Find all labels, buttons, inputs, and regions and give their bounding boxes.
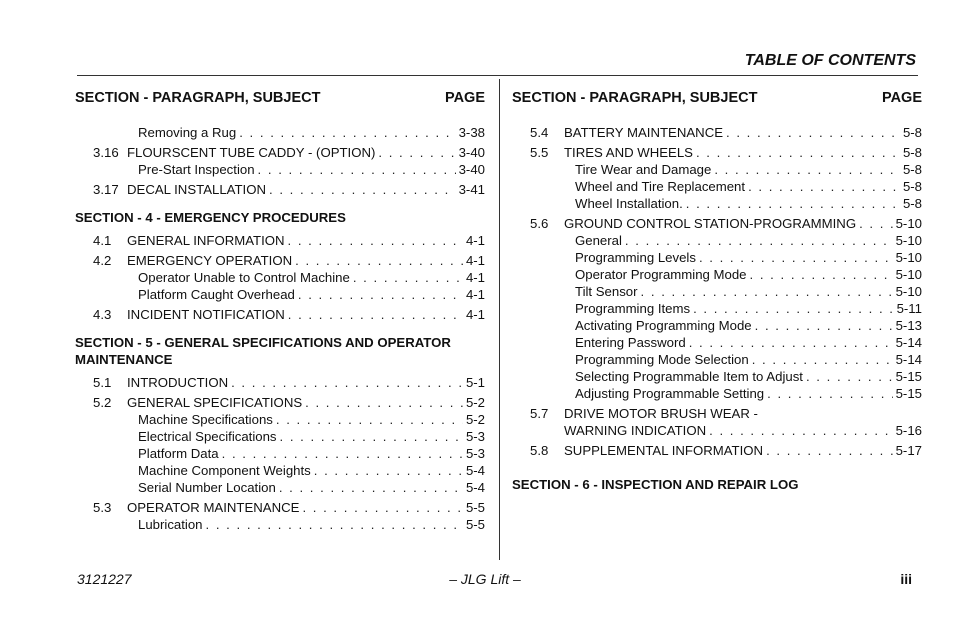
dot-leader [714, 161, 900, 178]
toc-entry-page: 5-2 [465, 412, 485, 427]
toc-subentry [75, 161, 485, 178]
dot-leader [693, 300, 894, 317]
toc-entry-number: 5.8 [530, 443, 549, 458]
toc-entry-title: Programming Levels [575, 250, 696, 265]
dot-leader [709, 422, 892, 439]
toc-entry-page: 5-14 [895, 352, 922, 367]
toc-entry-title: SUPPLEMENTAL INFORMATION [564, 443, 764, 458]
section-heading-line: SECTION - 5 - GENERAL SPECIFICATIONS AND OPERATOR [75, 335, 451, 350]
column-header [512, 90, 922, 110]
dot-leader [625, 232, 893, 249]
toc-entry-page: 5-3 [465, 446, 485, 461]
toc-entry-title: Adjusting Programmable Setting [575, 386, 765, 401]
dot-leader [305, 394, 463, 411]
toc-entry-title: TIRES AND WHEELS [564, 145, 693, 160]
dot-leader [314, 462, 463, 479]
toc-entry-page: 5-8 [902, 145, 922, 160]
toc-subentry [75, 428, 485, 445]
dot-leader [696, 144, 900, 161]
column-header-page: PAGE [444, 90, 485, 106]
toc-entry-title: INCIDENT NOTIFICATION [127, 307, 285, 322]
toc-entry-title: Wheel Installation. [575, 196, 683, 211]
toc-section-entry [75, 232, 485, 249]
dot-leader [752, 351, 893, 368]
toc-entry-title: BATTERY MAINTENANCE [564, 125, 724, 140]
toc-subentry [75, 269, 485, 286]
toc-entry-page: 5-1 [465, 375, 485, 390]
toc-subentry [75, 462, 485, 479]
toc-entry-title: FLOURSCENT TUBE CADDY - (OPTION) [127, 145, 376, 160]
toc-entry-page: 5-10 [895, 284, 922, 299]
toc-entry-page: 5-5 [465, 500, 485, 515]
dot-leader [755, 317, 893, 334]
dot-leader [269, 181, 456, 198]
toc-section-entry [75, 252, 485, 269]
toc-entry-title: WARNING INDICATION [564, 423, 707, 438]
toc-entry-page: 4-1 [465, 287, 485, 302]
toc-block [75, 232, 485, 323]
toc-entry-title: Tilt Sensor [575, 284, 638, 299]
toc-subentry [75, 124, 485, 141]
dot-leader [750, 266, 893, 283]
dot-leader [222, 445, 463, 462]
dot-leader [378, 144, 455, 161]
toc-entry-number: 4.3 [93, 307, 112, 322]
toc-entry-title: Operator Programming Mode [575, 267, 747, 282]
dot-leader [288, 232, 463, 249]
toc-entry-title: General [575, 233, 622, 248]
toc-entry-number: 5.2 [93, 395, 112, 410]
section-heading [75, 334, 485, 368]
toc-entry-page: 5-8 [902, 196, 922, 211]
toc-entry-title: DECAL INSTALLATION [127, 182, 266, 197]
toc-entry-page: 5-15 [895, 369, 922, 384]
toc-entry-number: 5.4 [530, 125, 549, 140]
column-header-subject: SECTION - PARAGRAPH, SUBJECT [75, 90, 321, 106]
toc-entry-page: 5-10 [895, 216, 922, 231]
footer-brand: – JLG Lift – [449, 571, 521, 587]
toc-entry-title: Lubrication [138, 517, 203, 532]
toc-entry-page: 5-4 [465, 463, 485, 478]
toc-entry-title: DRIVE MOTOR BRUSH WEAR - [564, 406, 758, 421]
toc-entry-number: 5.6 [530, 216, 549, 231]
toc-entry-title: Machine Component Weights [138, 463, 311, 478]
toc-entry-page: 5-13 [895, 318, 922, 333]
section-heading-line: MAINTENANCE [75, 352, 173, 367]
toc-entry-title: Electrical Specifications [138, 429, 277, 444]
dot-leader [288, 306, 463, 323]
toc-entry-title: Programming Mode Selection [575, 352, 749, 367]
toc-entry-title: Machine Specifications [138, 412, 273, 427]
toc-section-entry [512, 144, 922, 161]
toc-entry-number: 5.5 [530, 145, 549, 160]
dot-leader [280, 428, 463, 445]
toc-entry-title: EMERGENCY OPERATION [127, 253, 293, 268]
toc-subentry [512, 422, 922, 439]
dot-leader [767, 385, 892, 402]
toc-entry-number: 5.3 [93, 500, 112, 515]
toc-entry-page: 4-1 [465, 233, 485, 248]
toc-section-entry [75, 144, 485, 161]
toc-entry-page: 5-10 [895, 250, 922, 265]
toc-entry-page: 5-8 [902, 125, 922, 140]
toc-subentry [512, 283, 922, 300]
toc-block [512, 124, 922, 459]
toc-entry-title: Activating Programming Mode [575, 318, 752, 333]
toc-entry-page: 5-15 [895, 386, 922, 401]
toc-entry-title: GROUND CONTROL STATION-PROGRAMMING [564, 216, 857, 231]
toc-entry-title: Removing a Rug [138, 125, 237, 140]
toc-entry-number: 5.1 [93, 375, 112, 390]
toc-section-entry [512, 215, 922, 232]
dot-leader [298, 286, 463, 303]
toc-entry-number: 3.16 [93, 145, 119, 160]
dot-leader [258, 161, 456, 178]
column-header-page: PAGE [881, 90, 922, 106]
toc-entry-page: 4-1 [465, 307, 485, 322]
toc-subentry [512, 334, 922, 351]
toc-block [75, 124, 485, 198]
toc-entry-page: 5-10 [895, 267, 922, 282]
toc-subentry [512, 368, 922, 385]
toc-block [75, 374, 485, 533]
toc-entry-page: 5-10 [895, 233, 922, 248]
toc-entry-page: 5-5 [465, 517, 485, 532]
toc-subentry [512, 266, 922, 283]
dot-leader [766, 442, 893, 459]
header-rule [77, 75, 918, 76]
dot-leader [239, 124, 455, 141]
dot-leader [206, 516, 463, 533]
toc-left-column [75, 90, 485, 533]
toc-section-entry [75, 374, 485, 391]
toc-entry-title: Pre-Start Inspection [138, 162, 255, 177]
toc-entry-title: Serial Number Location [138, 480, 276, 495]
toc-section-entry [75, 181, 485, 198]
dot-leader [726, 124, 900, 141]
toc-entry-page: 3-40 [458, 145, 485, 160]
toc-entry-title: Programming Items [575, 301, 691, 316]
toc-entry-page: 5-11 [896, 301, 922, 316]
toc-subentry [512, 385, 922, 402]
toc-section-entry [512, 124, 922, 141]
dot-leader [689, 334, 893, 351]
toc-section-entry [75, 499, 485, 516]
toc-entry-title: Operator Unable to Control Machine [138, 270, 350, 285]
page-header-title: TABLE OF CONTENTS [744, 52, 916, 69]
toc-subentry [512, 317, 922, 334]
document-number: 3121227 [77, 571, 132, 587]
toc-subentry [512, 351, 922, 368]
dot-leader [748, 178, 900, 195]
toc-entry-title: OPERATOR MAINTENANCE [127, 500, 300, 515]
page-number: iii [900, 571, 912, 587]
toc-entry-page: 5-2 [465, 395, 485, 410]
section-heading: SECTION - 4 - EMERGENCY PROCEDURES [75, 210, 346, 225]
toc-entry-title: Selecting Programmable Item to Adjust [575, 369, 803, 384]
dot-leader [295, 252, 463, 269]
toc-entry-title: Platform Data [138, 446, 219, 461]
column-divider [499, 79, 500, 560]
toc-section-entry [512, 405, 922, 422]
toc-entry-page: 5-4 [465, 480, 485, 495]
toc-entry-page: 3-41 [458, 182, 485, 197]
toc-entry-title: Wheel and Tire Replacement [575, 179, 746, 194]
toc-subentry [512, 249, 922, 266]
toc-entry-number: 5.7 [530, 406, 549, 421]
toc-section-entry [75, 306, 485, 323]
dot-leader [806, 368, 893, 385]
toc-subentry [75, 479, 485, 496]
toc-subentry [75, 286, 485, 303]
toc-subentry [512, 232, 922, 249]
toc-subentry [75, 411, 485, 428]
toc-subentry [75, 445, 485, 462]
toc-entry-title: GENERAL INFORMATION [127, 233, 285, 248]
toc-subentry [75, 516, 485, 533]
toc-section-entry [512, 442, 922, 459]
dot-leader [276, 411, 463, 428]
toc-entry-page: 5-14 [895, 335, 922, 350]
toc-entry-title: Entering Password [575, 335, 686, 350]
dot-leader [686, 195, 900, 212]
toc-entry-page: 3-40 [458, 162, 485, 177]
dot-leader [279, 479, 463, 496]
toc-section-entry [75, 394, 485, 411]
column-header-subject: SECTION - PARAGRAPH, SUBJECT [512, 90, 758, 106]
dot-leader [302, 499, 463, 516]
toc-entry-page: 5-8 [902, 162, 922, 177]
dot-leader [859, 215, 893, 232]
toc-entry-number: 3.17 [93, 182, 119, 197]
toc-entry-title: GENERAL SPECIFICATIONS [127, 395, 303, 410]
toc-entry-page: 5-3 [465, 429, 485, 444]
toc-entry-number: 4.2 [93, 253, 112, 268]
column-header [75, 90, 485, 110]
toc-right-column [512, 90, 922, 499]
dot-leader [353, 269, 463, 286]
toc-entry-page: 4-1 [465, 253, 485, 268]
toc-entry-number: 4.1 [93, 233, 112, 248]
toc-entry-page: 5-17 [895, 443, 922, 458]
dot-leader [231, 374, 463, 391]
toc-entry-title: Platform Caught Overhead [138, 287, 295, 302]
toc-entry-page: 5-8 [902, 179, 922, 194]
dot-leader [641, 283, 893, 300]
section-heading: SECTION - 6 - INSPECTION AND REPAIR LOG [512, 477, 799, 492]
toc-subentry [512, 300, 922, 317]
toc-subentry [512, 195, 922, 212]
toc-subentry [512, 178, 922, 195]
toc-entry-title: Tire Wear and Damage [575, 162, 712, 177]
toc-subentry [512, 161, 922, 178]
toc-entry-page: 5-16 [895, 423, 922, 438]
toc-entry-page: 4-1 [465, 270, 485, 285]
toc-entry-page: 3-38 [458, 125, 485, 140]
dot-leader [699, 249, 893, 266]
toc-entry-title: INTRODUCTION [127, 375, 229, 390]
